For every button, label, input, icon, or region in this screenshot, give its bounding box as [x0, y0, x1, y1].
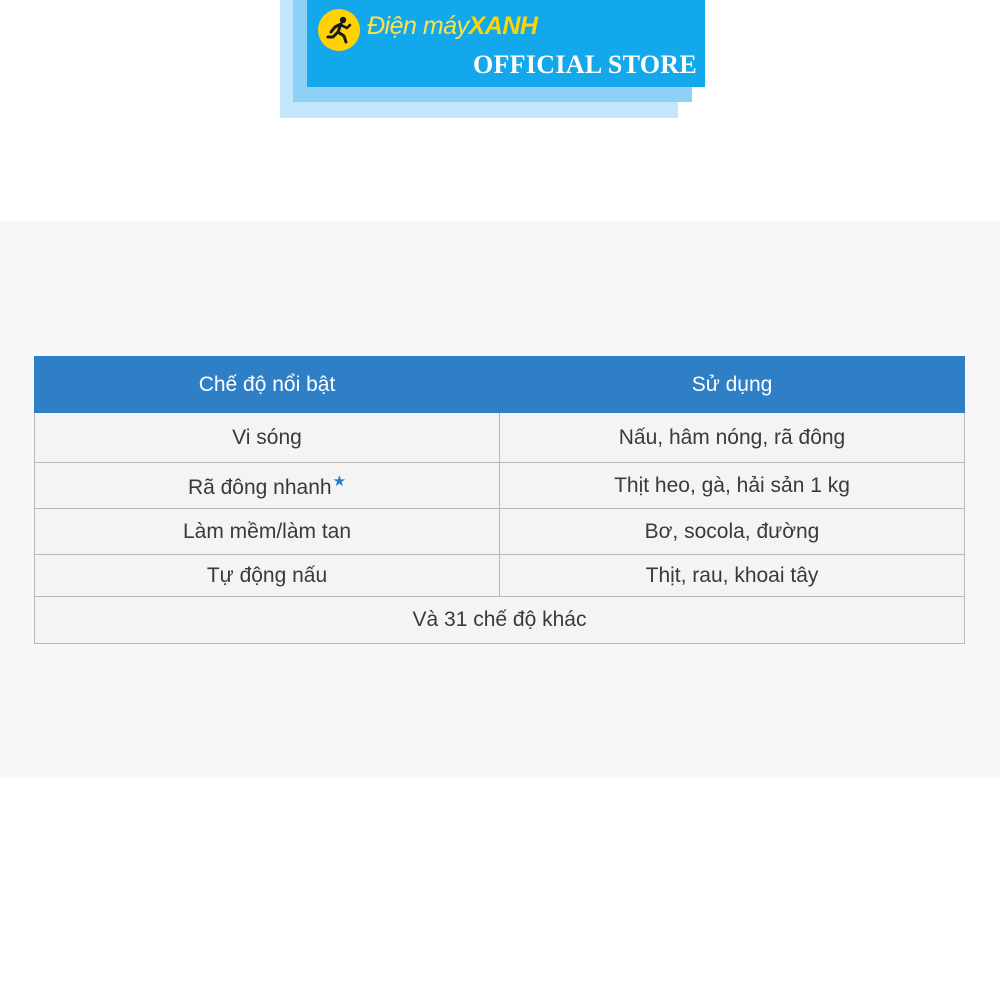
header-usage: Sử dụng	[500, 357, 965, 413]
content-panel	[0, 221, 1000, 778]
store-banner[interactable]	[307, 0, 705, 87]
usage-cell: Nấu, hâm nóng, rã đông	[500, 413, 965, 463]
header-mode: Chế độ nổi bật	[35, 357, 500, 413]
brand-name-suffix: XANH	[468, 12, 538, 40]
official-store-label: OFFICIAL STORE	[472, 50, 697, 79]
table-header-row	[35, 357, 965, 413]
other-modes-cell: Và 31 chế độ khác	[35, 597, 965, 644]
running-man-icon	[318, 9, 360, 51]
mode-cell: Tự động nấu	[35, 555, 500, 597]
mode-cell: Làm mềm/làm tan	[35, 509, 500, 555]
brand-name	[367, 12, 537, 41]
usage-cell: Thịt, rau, khoai tây	[500, 555, 965, 597]
usage-cell: Bơ, socola, đường	[500, 509, 965, 555]
table-row	[35, 555, 965, 597]
table-row	[35, 509, 965, 555]
mode-cell: Vi sóng	[35, 413, 500, 463]
star-icon: ★	[332, 472, 347, 490]
table-footer-row	[35, 597, 965, 644]
table-row	[35, 413, 965, 463]
mode-cell-text: Rã đông nhanh	[187, 475, 332, 499]
cooking-modes-table	[34, 356, 965, 644]
mode-cell	[35, 463, 500, 509]
table-row	[35, 463, 965, 509]
brand-name-prefix: Điện máy	[367, 12, 469, 40]
usage-cell: Thịt heo, gà, hải sản 1 kg	[500, 463, 965, 509]
